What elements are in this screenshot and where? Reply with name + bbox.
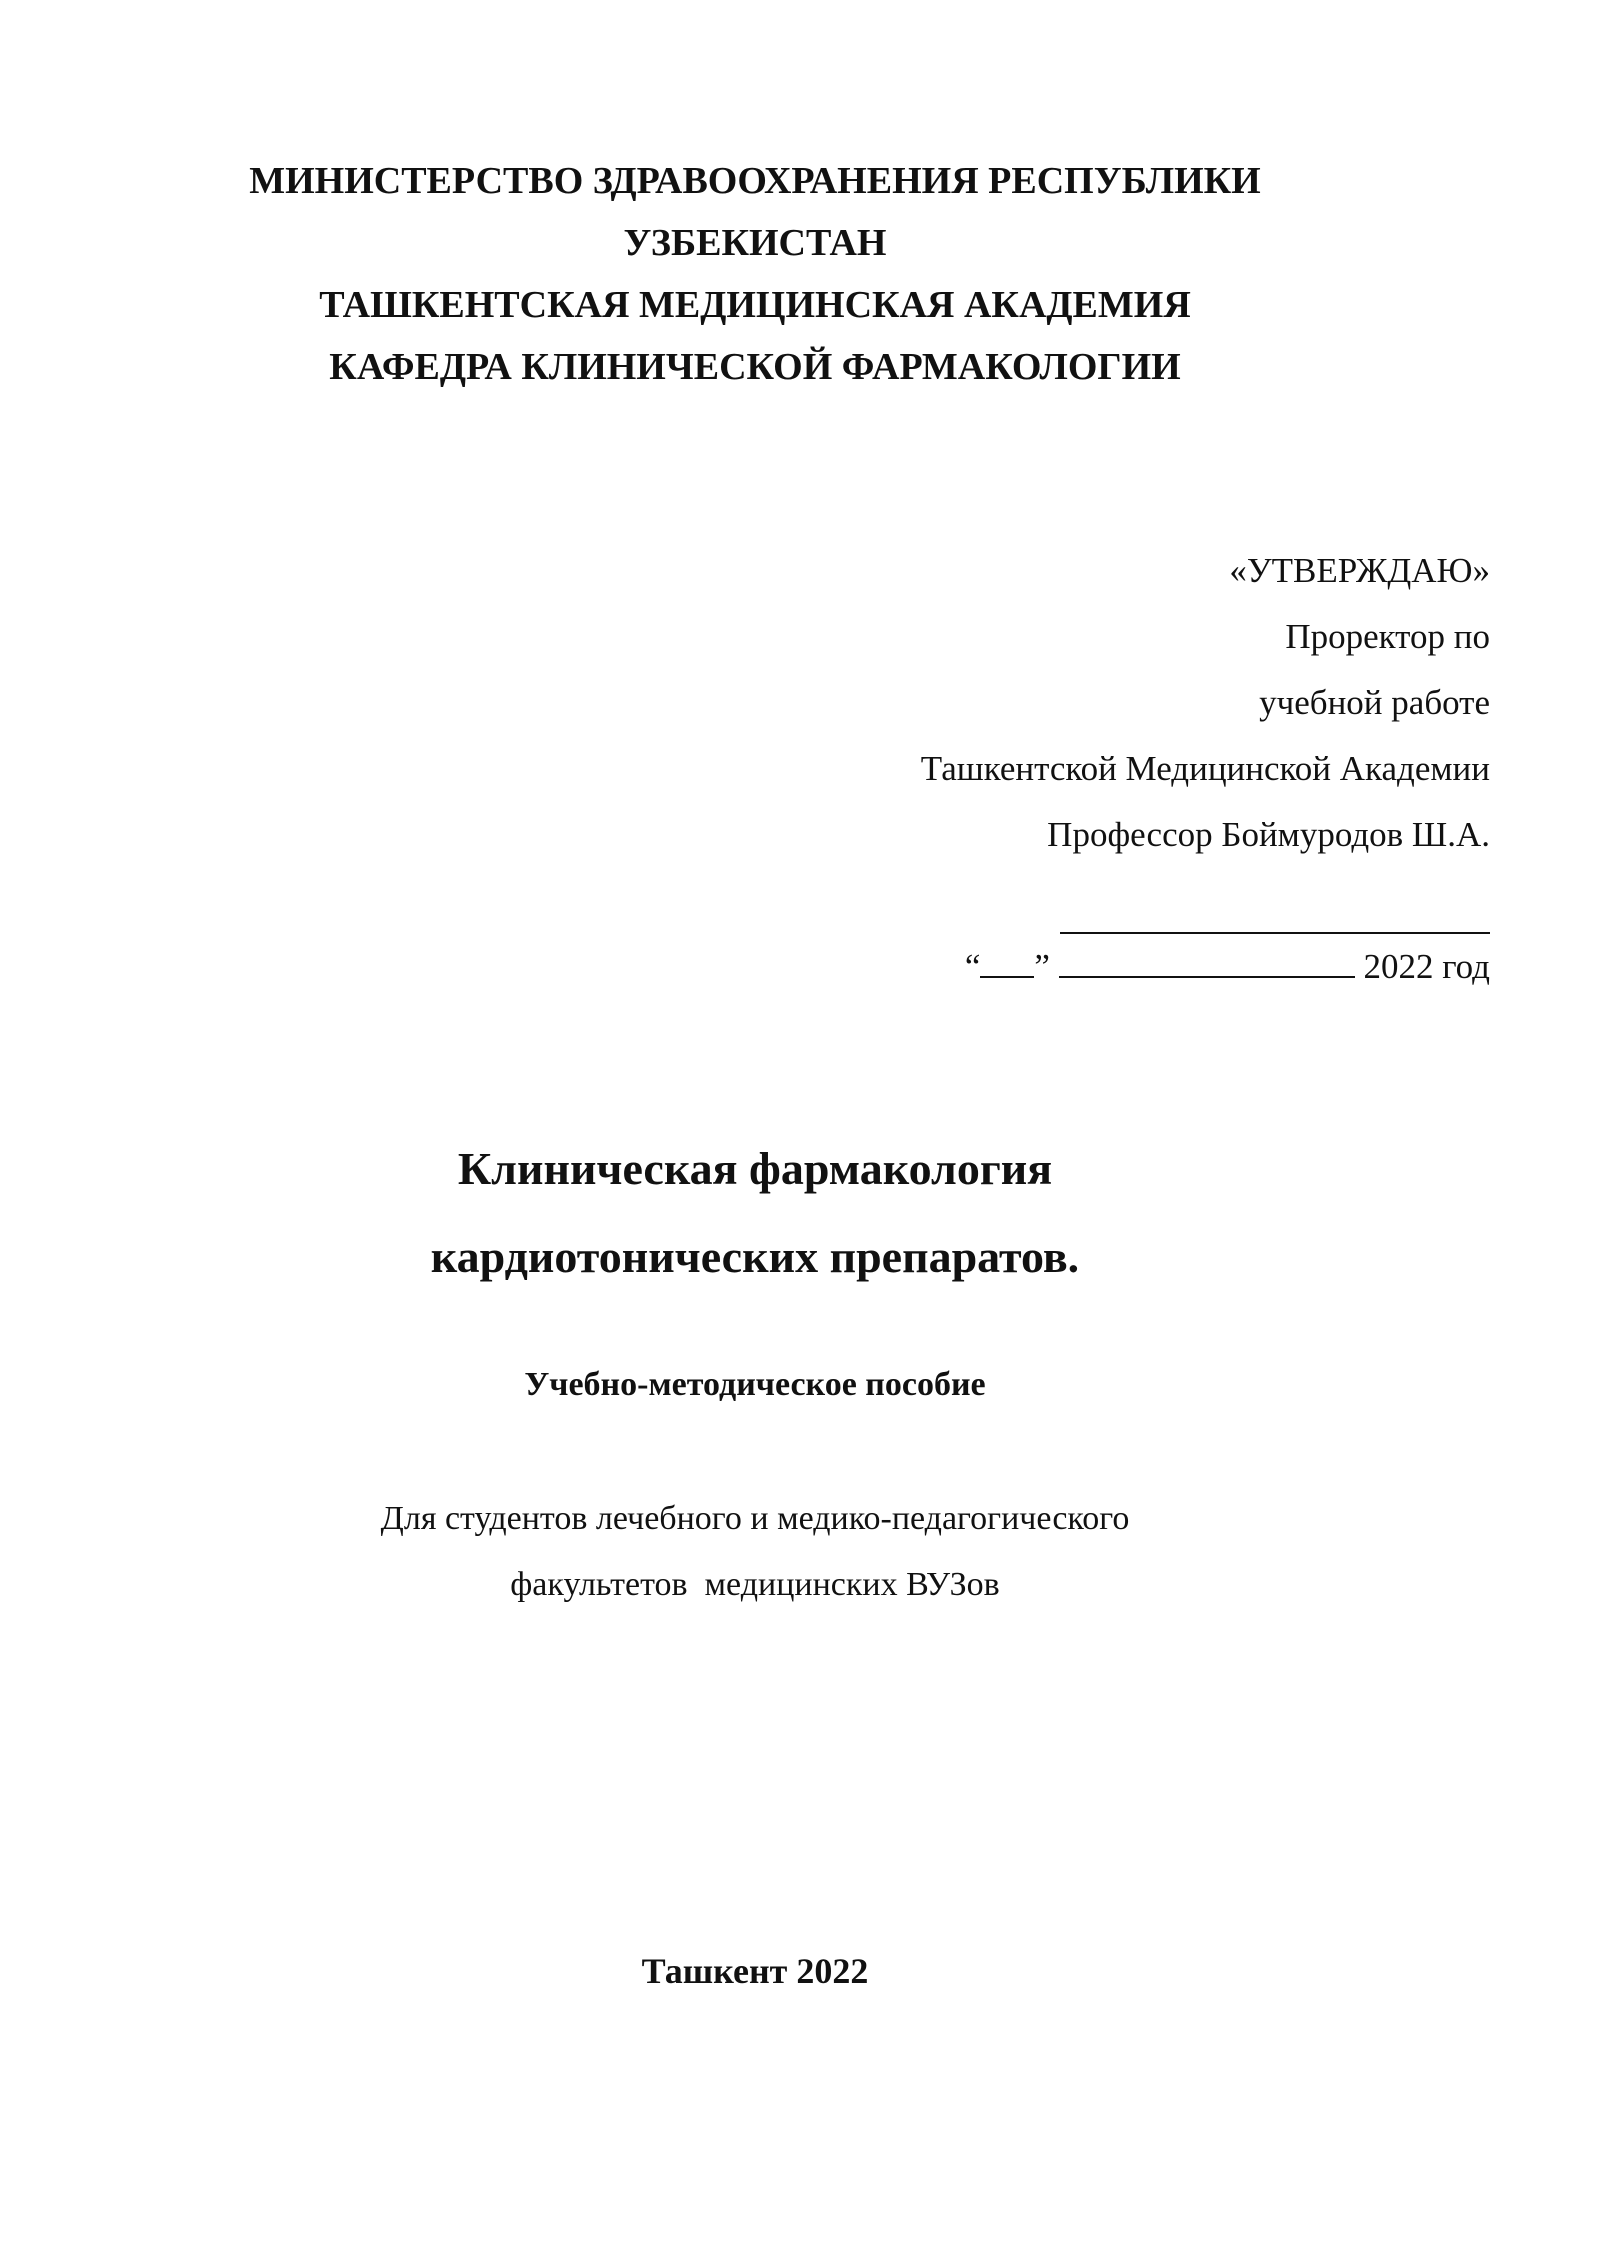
- signature-line: [1060, 884, 1490, 934]
- place-year: [0, 1946, 1600, 1996]
- ministry-line: МИНИСТЕРСТВО ЗДРАВООХРАНЕНИЯ РЕСПУБЛИКИ: [249, 160, 1261, 202]
- approver-institution: Ташкентской Медицинской Академии: [920, 749, 1490, 788]
- approver-position-line2: учебной работе: [1259, 683, 1490, 722]
- country-line: УЗБЕКИСТАН: [623, 222, 887, 264]
- approval-block: [921, 538, 1490, 1000]
- department-line: КАФЕДРА КЛИНИЧЕСКОЙ ФАРМАКОЛОГИИ: [329, 346, 1181, 388]
- document-subtitle: [0, 1360, 1600, 1410]
- place-year-text: Ташкент 2022: [641, 1951, 869, 1991]
- institution-header: [0, 150, 1600, 398]
- approve-label: «УТВЕРЖДАЮ»: [1229, 551, 1490, 590]
- audience-line2: факультетов медицинских ВУЗов: [510, 1566, 1000, 1603]
- audience-block: [0, 1486, 1600, 1618]
- month-blank: [1059, 946, 1355, 978]
- document-title: [0, 1125, 1600, 1301]
- approver-name: Профессор Боймуродов Ш.А.: [1047, 815, 1490, 854]
- date-open-quote: “: [964, 947, 981, 986]
- title-line2: кардиотонических препаратов.: [430, 1231, 1080, 1282]
- approver-position-line1: Проректор по: [1285, 617, 1490, 656]
- signature-line-row: [921, 868, 1490, 934]
- title-line1: Клиническая фармакология: [457, 1143, 1053, 1194]
- date-close-quote: ”: [1034, 947, 1050, 986]
- subtitle-text: Учебно-методическое пособие: [524, 1366, 986, 1403]
- date-year: 2022 год: [1363, 947, 1490, 986]
- approval-date: [921, 934, 1490, 1000]
- audience-line1: Для студентов лечебного и медико-педагогического: [380, 1500, 1130, 1537]
- day-blank: [980, 946, 1034, 978]
- academy-line: ТАШКЕНТСКАЯ МЕДИЦИНСКАЯ АКАДЕМИЯ: [319, 284, 1191, 326]
